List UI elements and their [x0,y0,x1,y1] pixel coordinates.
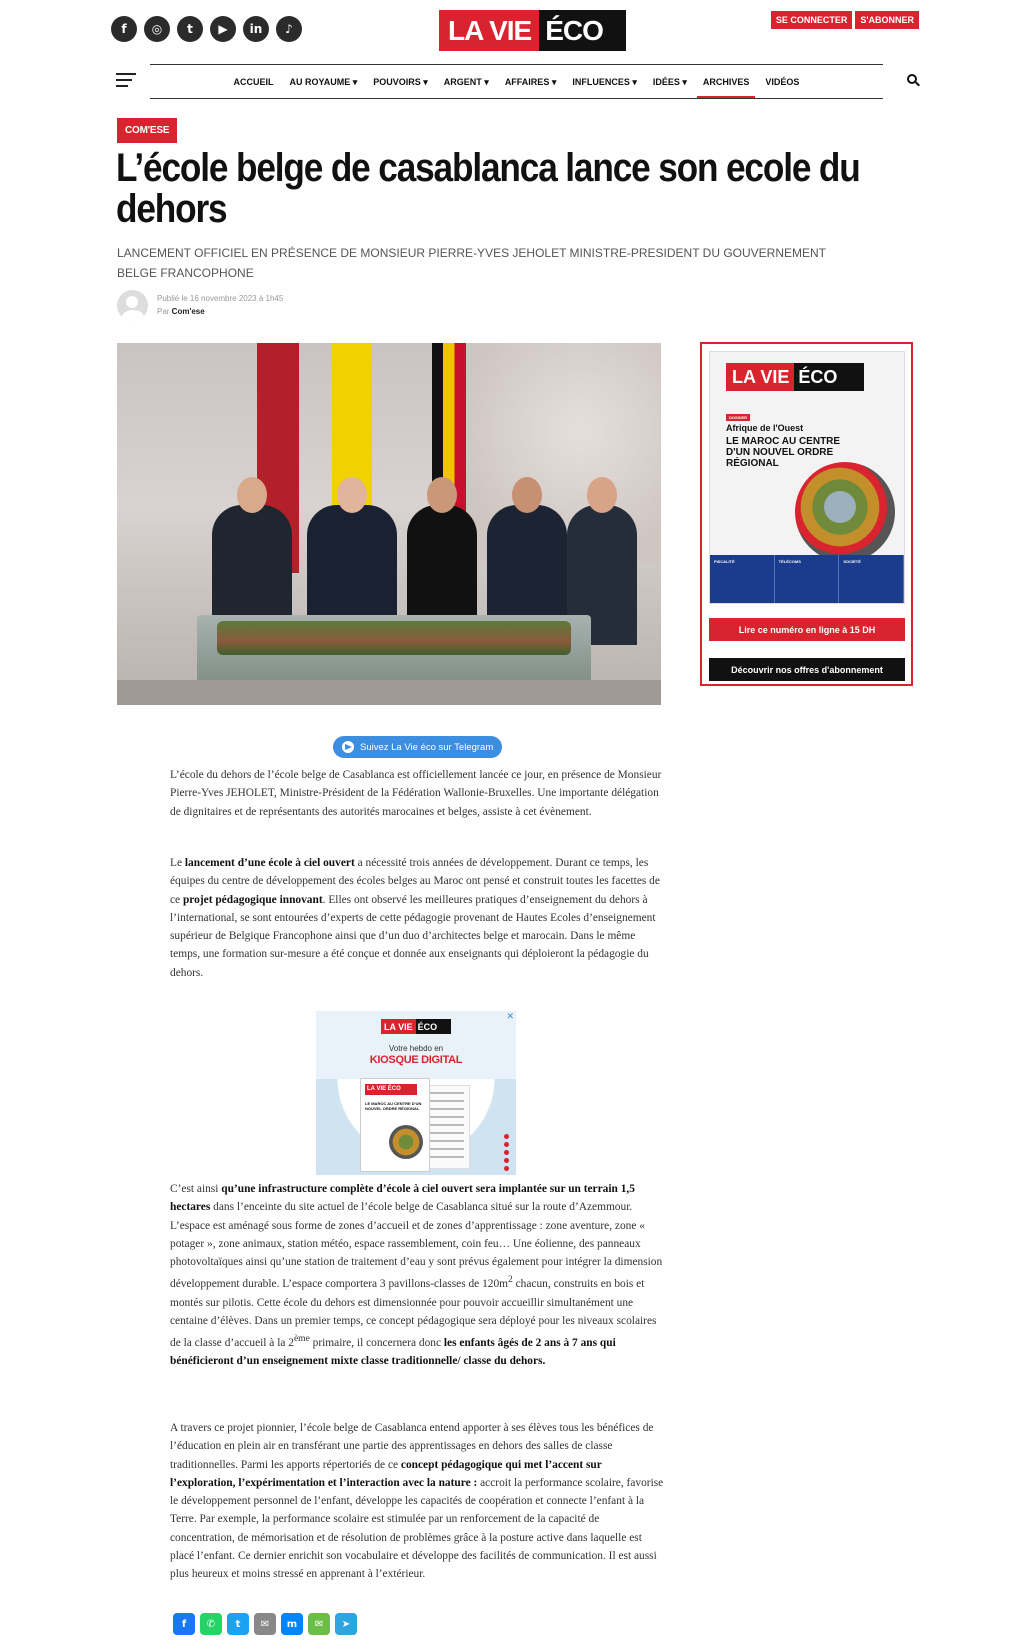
whatsapp-share-icon[interactable]: ✆ [200,1613,222,1635]
kiosque-cover-headline: LE MAROC AU CENTRE D'UN NOUVEL ORDRE RÉGIONAL [365,1101,422,1111]
paragraph-3: C’est ainsi qu’une infrastructure complète d’école à ciel ouvert sera implantée sur un terrain 1,5 hectares dans l’enceinte du site actuel de l’école belge de Casablanca situé sur la route d’Azemmour. L’espace est aménagé sous forme de zones d’accueil et de zones d’apprentissage : zone aventure, zone « potager », zone animaux, station météo, espace rassemblement, coin feu… Une éolienne, des panneaux photovoltaïques ainsi qu’une station de traitement d’eau y sont prévus également pour intégrer la dimension développement durable. L’espace comportera 3 pavillons-classes de $120m^2$ chacun, construits en bois et montés sur pilotis. Cette école du dehors est dimensionnée pour pouvoir accueillir simultanément une centaine d’élèves. Dans un premier temps, ce concept pédagogique sera déployé pour les niveaux scolaires de la classe d’accueil à la 2ème primaire, il concernera donc les enfants âgés de 2 ans à 7 ans qui bénéficieront d’un enseignement mixte classe traditionnelle/ classe du dehors. [170,1183,663,1368]
magazine-logo-text-2: ÉCO [794,363,864,391]
telegram-share-icon[interactable]: ➤ [335,1613,357,1635]
dossier-tag: DOSSIER [726,414,750,421]
kiosque-cover [360,1078,430,1172]
magazine-ad [700,342,913,686]
twitter-share-icon[interactable]: t [227,1613,249,1635]
social-links [111,16,302,42]
nav-item-au-royaume[interactable]: AU ROYAUME ▾ [289,77,358,87]
magazine-kicker: Afrique de l'Ouest [726,423,804,433]
nav-item-influences[interactable]: INFLUENCES ▾ [572,77,637,87]
nav-item-videos[interactable]: VIDÉOS [765,77,800,87]
article-subtitle: LANCEMENT OFFICIEL EN PRÉSENCE DE MONSIEUR PIERRE-YVES JEHOLET MINISTRE-PRESIDENT DU GOUVERNEMENT BELGE FRANCOPHONE [117,246,826,280]
globe-illustration [389,1125,423,1159]
subscribe-button[interactable]: S'ABONNER [855,11,919,29]
kiosque-line-2: KIOSQUE DIGITAL [369,1054,463,1066]
subscription-offers-button[interactable]: Découvrir nos offres d'abonnement [709,658,905,681]
band-item: TÉLÉCOMS [775,555,840,603]
main-nav [150,66,883,99]
kiosque-cover-logo: LA VIE ÉCO [365,1084,417,1095]
close-icon[interactable]: ✕ [506,1012,514,1022]
paragraph-1: L’école du dehors de l’école belge de Casablanca est officiellement lancée ce jour, en présence de Monsieur Pierre-Yves JEHOLET, Ministre-Président de la Fédération Wallonie-Bruxelles. Une importante délégation de dignitaires et de représentants des autorités marocaines et belges, assiste à cet évènement. [170,769,662,818]
kiosque-logo [381,1019,451,1034]
nav-item-archives[interactable]: ARCHIVES [703,66,750,99]
nav-item-affaires[interactable]: AFFAIRES ▾ [504,77,557,87]
site-logo[interactable] [439,10,626,51]
tiktok-icon[interactable]: ♪ [276,16,302,42]
telegram-follow-button[interactable] [333,736,502,758]
magazine-cover[interactable] [709,351,905,604]
magazine-headline: LE MAROC AU CENTRE D'UN NOUVEL ORDRE RÉGIONAL [726,436,841,469]
kiosque-logo-text-2: ÉCO [416,1019,451,1034]
band-item: SOCIÉTÉ [839,555,904,603]
magazine-band [710,555,904,603]
kiosque-line-1: Votre hebdo en [388,1044,444,1053]
globe-illustration [795,462,895,562]
menu-icon[interactable] [116,73,136,91]
nav-divider-top [150,64,883,65]
magazine-logo-text-1: LA VIE [732,366,790,387]
linkedin-icon[interactable]: in [243,16,269,42]
magazine-back-page [424,1085,470,1169]
facebook-icon[interactable]: f [111,16,137,42]
architectural-model [217,621,571,655]
nav-divider-bottom [150,98,883,99]
category-badge[interactable]: COM'ESE [117,118,177,143]
kiosque-ad[interactable] [316,1011,516,1175]
nav-item-idees[interactable]: IDÉES ▾ [652,77,687,87]
author-name[interactable]: Com'ese [171,307,205,316]
twitter-icon[interactable]: t [177,16,203,42]
ad-dots [504,1134,509,1174]
kiosque-logo-text-1: LA VIE [384,1021,413,1032]
article-meta [157,292,283,318]
sms-share-icon[interactable]: ✉ [308,1613,330,1635]
paragraph-4: A travers ce projet pionnier, l’école belge de Casablanca entend apporter à ses élèves tous les bénéfices de l’éducation en plein air en transférant une partie des apprentissages en dehors des salles de classe traditionnelles. Parmi les apports répertoriés de ce concept pédagogique qui met l’accent sur l’exploration, l’expérimentation et l’interaction avec la nature : accroit la performance scolaire, favorise le développement personnel de l’enfant, développe les capacités de coopération et connecte l’enfant à la Terre. Par exemple, la performance scolaire est stimulée par un renforcement de la capacité de concentration, de mémorisation et de résolution de problèmes grâce à la posture active dans laquelle est placé l’enfant. Ce dernier enrichit son vocabulaire et développe des facilités de communication. Il est aussi plus heureux et moins stressé en apprenant à l’extérieur. [170,1422,664,1581]
telegram-icon [342,741,354,753]
auth-buttons [771,11,919,29]
logo-text-1: LA VIE [448,14,532,46]
facebook-share-icon[interactable]: f [173,1613,195,1635]
buy-issue-button[interactable]: Lire ce numéro en ligne à 15 DH [709,618,905,641]
author-avatar [117,290,148,321]
publish-date: Publié le 16 novembre 2023 à 1h45 [157,294,284,303]
article-title: L’école belge de casablanca lance son ecole du dehors [116,146,860,231]
telegram-label: Suivez La Vie éco sur Telegram [360,741,494,753]
nav-item-argent[interactable]: ARGENT ▾ [443,77,489,87]
logo-text-2: ÉCO [539,10,626,51]
messenger-share-icon[interactable]: m [281,1613,303,1635]
nav-item-pouvoirs[interactable]: POUVOIRS ▾ [373,77,428,87]
search-icon[interactable] [907,74,917,84]
instagram-icon[interactable]: ◎ [144,16,170,42]
email-share-icon[interactable]: ✉ [254,1613,276,1635]
youtube-icon[interactable]: ▶ [210,16,236,42]
paragraph-2: Le lancement d’une école à ciel ouvert a nécessité trois années de développement. Durant ce temps, les équipes du centre de développement des écoles belges au Maroc ont pensé et construit toutes les facettes de ce projet pédagogique innovant. Elles ont observé les meilleures pratiques d’enseignement du dehors à l’international, se sont entourées d’experts de cette pédagogie provenant de Hautes Ecoles d’enseignement supérieur de Belgique Francophone ainsi que d’un duo d’architectes belge et marocain. Dans le même temps, une formation sur-mesure a été conçue et donnée aux enseignants qui déploieront la pédagogie du dehors. [170,857,660,979]
nav-item-accueil[interactable]: ACCUEIL [233,77,274,87]
article-hero-image [117,343,661,705]
share-bar [173,1613,357,1635]
login-button[interactable]: SE CONNECTER [771,11,853,29]
magazine-logo [726,363,864,391]
band-item: FISCALITÉ [710,555,775,603]
by-prefix: Par [157,307,172,316]
